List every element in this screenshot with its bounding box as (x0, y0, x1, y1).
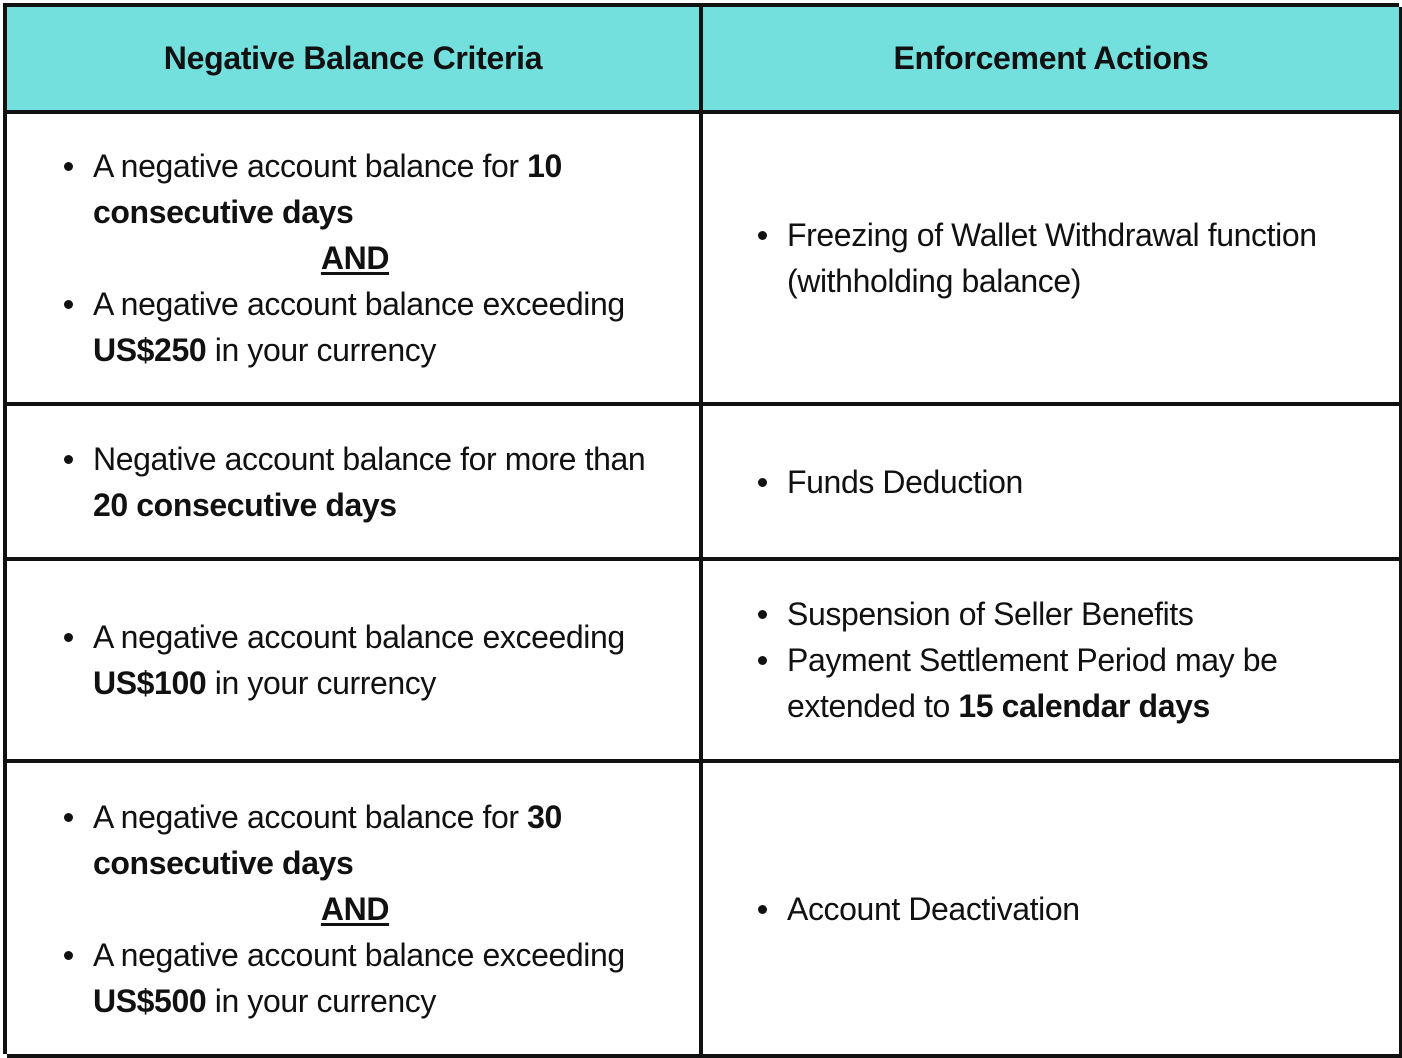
criteria-list (7, 614, 679, 706)
criteria-cell-row-2 (7, 406, 703, 561)
header-actions-cell (703, 7, 1402, 114)
action-list (703, 591, 1373, 729)
action-item: Freezing of Wallet Withdrawal function (withholding balance) (753, 212, 1373, 304)
criteria-item: A negative account balance for 10 consecutive days (59, 143, 679, 235)
action-list (703, 886, 1373, 932)
criteria-item: A negative account balance exceeding US$100 in your currency (59, 614, 679, 706)
action-list (703, 212, 1373, 304)
action-item: Payment Settlement Period may be extended to 15 calendar days (753, 637, 1373, 729)
action-item: Account Deactivation (753, 886, 1373, 932)
policy-table (3, 3, 1399, 1054)
and-conjunction: AND (320, 890, 390, 927)
action-cell-row-1 (703, 114, 1402, 406)
action-cell-row-4 (703, 763, 1402, 1058)
action-cell-row-2 (703, 406, 1402, 561)
action-item: Funds Deduction (753, 459, 1373, 505)
criteria-cell-row-1 (7, 114, 703, 406)
criteria-item: A negative account balance exceeding US$500 in your currency (59, 932, 679, 1024)
criteria-cell-row-4 (7, 763, 703, 1058)
action-cell-row-3 (703, 561, 1402, 763)
criteria-list (7, 794, 679, 1024)
and-conjunction: AND (320, 240, 390, 276)
criteria-cell-row-3 (7, 561, 703, 763)
criteria-item: Negative account balance for more than 20 consecutive days (59, 436, 679, 528)
header-actions: Enforcement Actions (893, 40, 1209, 76)
criteria-list (7, 143, 679, 373)
criteria-item: A negative account balance for 30 consecutive days (59, 794, 679, 886)
action-list (703, 459, 1373, 505)
header-criteria-cell (7, 7, 703, 114)
action-item: Suspension of Seller Benefits (753, 591, 1373, 637)
header-criteria: Negative Balance Criteria (163, 40, 543, 76)
criteria-item: A negative account balance exceeding US$250 in your currency (59, 281, 679, 373)
criteria-list (7, 436, 679, 528)
